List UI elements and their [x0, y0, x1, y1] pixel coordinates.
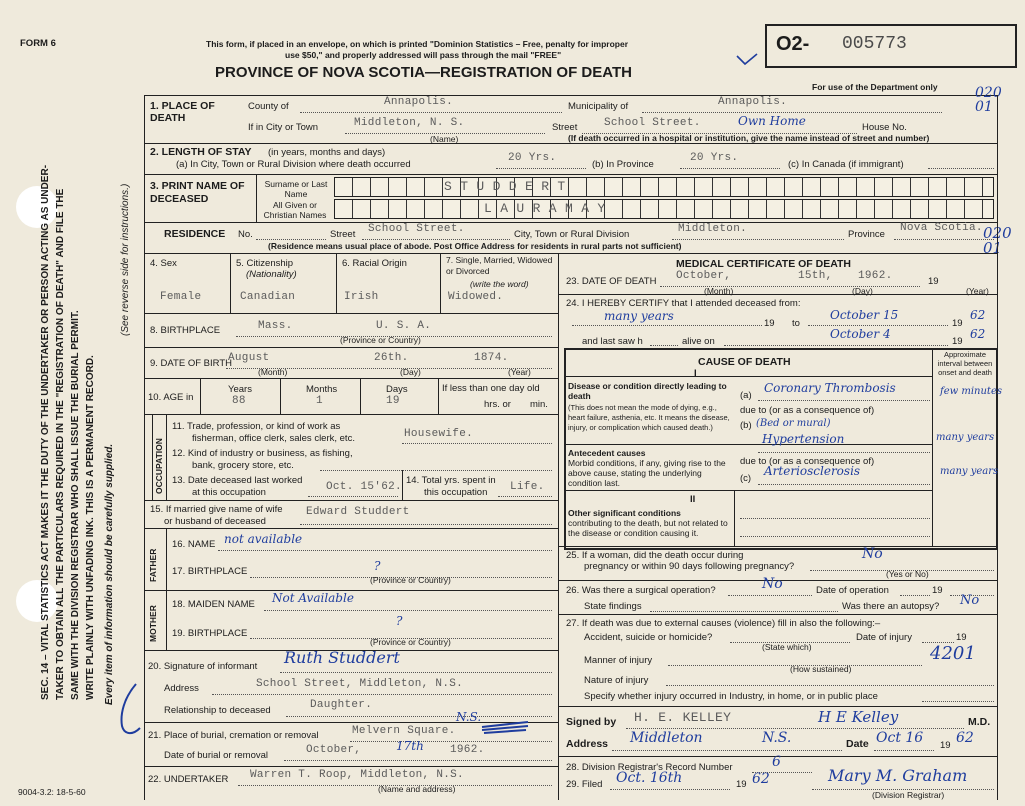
mother-birthplace-value: ? [396, 614, 403, 628]
attended-from: many years [604, 309, 674, 323]
marital-value: Widowed. [448, 291, 504, 303]
registrar-caption: (Division Registrar) [872, 790, 945, 800]
residence-street-label: Street [330, 229, 356, 240]
mail-notice-1: This form, if placed in an envelope, on which is printed "Dominion Statistics – Free, penalty for improper [206, 39, 629, 49]
sign-date: Oct 16 [876, 730, 924, 746]
age-lt-day: If less than one day old [442, 383, 540, 394]
how-sustained-caption: (How sustained) [790, 664, 852, 674]
autopsy-value: No [960, 593, 980, 608]
dob-label: 9. DATE OF BIRTH [150, 358, 232, 369]
punch-hole-top [16, 186, 58, 228]
q16-label: 16. NAME [172, 539, 216, 550]
other-label: Other significant conditions [568, 508, 681, 518]
physician-signature: H E Kelley [818, 708, 899, 726]
burial-day: 17th [396, 739, 424, 753]
mother-birthplace-caption: (Province or Country) [370, 637, 451, 647]
q12b-label: bank, grocery store, etc. [192, 460, 294, 471]
signed-label: Signed by [566, 716, 617, 728]
racial-value: Irish [344, 291, 379, 303]
marital-label: 7. Single, Married, Widowed or Divorced [446, 255, 553, 276]
dob-year-cap: (Year) [508, 367, 531, 377]
birthplace-country: U. S. A. [376, 320, 432, 332]
age-label: 10. AGE in [148, 392, 194, 403]
dept-use-note: For use of the Department only [812, 82, 938, 92]
registration-number: 005773 [842, 34, 907, 54]
accident-label: Accident, suicide or homicide? [584, 632, 713, 643]
attended-to-nineteen: 19 [952, 318, 963, 329]
other-note: contributing to the death, but not related to the disease or condition causing it. [568, 518, 728, 538]
yes-no-caption: (Yes or No) [886, 569, 929, 579]
autopsy-label: Was there an autopsy? [842, 601, 940, 612]
stay-b-value: 20 Yrs. [690, 152, 739, 164]
cod-title: CAUSE OF DEATH [698, 356, 791, 368]
cause-a-interval: few minutes [940, 386, 1002, 397]
sign-year: 62 [956, 730, 974, 746]
doctor-address-label: Address [566, 738, 609, 750]
city-value: Middleton, N. S. [354, 117, 465, 129]
attended-to-label: to [792, 318, 800, 329]
municipality-value: Annapolis. [718, 96, 788, 108]
q11-label: 11. Trade, profession, or kind of work as [172, 421, 341, 432]
q25b-label: pregnancy or within 90 days following pregnancy? [584, 561, 795, 572]
residence-street: School Street. [368, 223, 465, 235]
state-which-caption: (State which) [762, 642, 812, 652]
q17-label: 17. BIRTHPLACE [172, 566, 248, 577]
sign-date-label: Date [846, 738, 869, 750]
residence-city-label: City, Town or Rural Division [514, 229, 630, 240]
surname-boxes [334, 177, 994, 197]
q15b-label: or husband of deceased [164, 516, 266, 527]
death-year-cap: (Year) [966, 286, 989, 296]
dob-day-cap: (Day) [400, 367, 421, 377]
county-value: Annapolis. [384, 96, 454, 108]
burial-place-hand: N.S. [456, 710, 482, 724]
death-day-cap: (Day) [852, 286, 873, 296]
filed-date: Oct. 16th [616, 770, 683, 786]
given-boxes [334, 199, 994, 219]
md-label: M.D. [968, 716, 991, 728]
manner-label: Manner of injury [584, 655, 653, 666]
cause-c-value: Arteriosclerosis [764, 464, 861, 478]
spouse-value: Edward Studdert [306, 506, 410, 518]
q14b-label: this occupation [424, 487, 488, 498]
trade-value: Housewife. [404, 428, 474, 440]
death-nineteen: 19 [928, 276, 939, 287]
mother-name-value: Not Available [272, 591, 354, 605]
injury-date-nineteen: 19 [956, 632, 967, 643]
residence-note: (Residence means usual place of abode. Post Office Address for residents in rural parts not sufficient) [268, 241, 682, 251]
doctor-address: Middleton [630, 730, 703, 746]
q13-label: 13. Date deceased last worked [172, 475, 303, 486]
check-mark-icon [114, 680, 144, 740]
surgery-value: No [762, 576, 783, 592]
cause-b-print: (Bed or mural) [756, 418, 831, 429]
age-years: 88 [232, 395, 246, 407]
arrow-mark-icon [735, 50, 759, 68]
death-year: 1962. [858, 270, 893, 282]
informant-address-label: Address [164, 683, 199, 694]
burial-date-label: Date of burial or removal [164, 750, 269, 761]
last-seen-nineteen: 19 [952, 336, 963, 347]
age-months-label: Months [306, 384, 338, 395]
residence-city: Middleton. [678, 223, 748, 235]
filed-year: 62 [752, 771, 770, 787]
dept-code-3: 4201 [930, 643, 976, 664]
undertaker-caption: (Name and address) [378, 784, 456, 794]
marital-sub: (write the word) [470, 279, 529, 289]
antecedent-label: Antecedent causes [568, 448, 646, 458]
last-worked-value: Oct. 15'62. [326, 481, 402, 493]
father-birthplace-value: ? [374, 559, 381, 573]
roman-one: I [694, 368, 697, 379]
name-caption: (Name) [430, 134, 459, 144]
death-day: 15th, [798, 270, 833, 282]
dob-month: August [228, 352, 270, 364]
death-month-cap: (Month) [704, 286, 734, 296]
q28-label: 28. Division Registrar's Record Number [566, 762, 733, 773]
citizenship-value: Canadian [240, 291, 296, 303]
informant-label: 20. Signature of informant [148, 661, 258, 672]
burial-year: 1962. [450, 744, 485, 756]
interval-label: Approximate interval between onset and death [937, 350, 993, 377]
citizenship-sub: (Nationality) [246, 269, 297, 280]
father-side-label: FATHER [148, 548, 158, 582]
medical-title: MEDICAL CERTIFICATE OF DEATH [676, 258, 851, 270]
occupation-side-label: OCCUPATION [154, 438, 164, 494]
registration-prefix: O2- [776, 33, 810, 55]
hospital-note: (If death occurred in a hospital or institution, give the name instead of street and number) [568, 133, 930, 143]
q12-label: 12. Kind of industry or business, as fishing, [172, 448, 353, 459]
stay-a-value: 20 Yrs. [508, 152, 557, 164]
op-date-label: Date of operation [816, 585, 889, 596]
death-month: October, [676, 270, 732, 282]
undertaker-label: 22. UNDERTAKER [148, 774, 229, 785]
side-line2: TAKER TO OBTAIN ALL THE PARTICULARS REQUIRED IN THE "REGISTRATION OF DEATH" AND FILE THE [55, 188, 66, 700]
form-number: FORM 6 [20, 38, 56, 49]
city-label: If in City or Town [248, 122, 319, 133]
relationship-value: Daughter. [310, 699, 373, 711]
nature-label: Nature of injury [584, 675, 649, 686]
surname-label: Surname or Last Name [264, 179, 328, 199]
filed-nineteen: 19 [736, 779, 747, 790]
dob-day: 26th. [374, 352, 409, 364]
dob-year: 1874. [474, 352, 509, 364]
relationship-label: Relationship to deceased [164, 705, 271, 716]
roman-two: II [690, 494, 696, 505]
house-label: House No. [862, 122, 907, 133]
birthplace-caption: (Province or Country) [340, 335, 421, 345]
cause-a-label: (a) [740, 390, 752, 401]
q15-label: 15. If married give name of wife [150, 504, 283, 515]
immediate-note: (This does not mean the mode of dying, e.g., heart failure, asthenia, etc. It means the disease, injury, or complication which caused death.) [568, 403, 730, 432]
last-seen-date: October 4 [830, 327, 891, 341]
footer-code: 9004-3.2: 18-5-60 [18, 787, 86, 797]
birthplace-state: Mass. [258, 320, 293, 332]
age-days-label: Days [386, 384, 408, 395]
immediate-label: Disease or condition directly leading to death [568, 381, 727, 401]
stay-a-label: (a) In City, Town or Rural Division where death occurred [176, 159, 411, 170]
registrar-signature: Mary M. Graham [828, 766, 968, 785]
deceased-name-label: 3. PRINT NAME OF DECEASED [150, 180, 245, 205]
racial-label: 6. Racial Origin [342, 258, 407, 269]
last-seen-mid: alive on [682, 336, 715, 347]
dept-code-1: 020 01 [975, 85, 1002, 115]
cause-c-interval: many years [940, 466, 999, 477]
signed-print: H. E. KELLEY [634, 710, 732, 725]
cause-b-value: Hypertension [762, 432, 845, 446]
given-label: All Given or Christian Names [263, 200, 327, 220]
age-min: min. [530, 399, 548, 410]
due-to-1: due to (or as a consequence of) [740, 405, 875, 416]
side-line3: SAME WITH THE DIVISION REGISTRAR WHO SHALL ISSUE THE BURIAL PERMIT. [70, 310, 81, 700]
place-label: 1. PLACE OF DEATH [150, 100, 215, 124]
form-title: PROVINCE OF NOVA SCOTIA—REGISTRATION OF DEATH [215, 64, 632, 81]
q24-label: 24. I HEREBY CERTIFY that I attended deceased from: [566, 298, 801, 309]
given-value: L A U R A M A Y [484, 201, 606, 216]
cause-a-value: Coronary Thrombosis [764, 381, 896, 395]
op-date-nineteen: 19 [932, 585, 943, 596]
municipality-label: Municipality of [568, 101, 629, 112]
ink-scribble-icon [480, 718, 530, 736]
street-value: School Street. [604, 117, 701, 129]
q27-label: 27. If death was due to external causes (violence) fill in also the following:– [566, 618, 881, 629]
stay-b-label: (b) In Province [592, 159, 654, 170]
q14-label: 14. Total yrs. spent in [406, 475, 496, 486]
father-birthplace-caption: (Province or Country) [370, 575, 451, 585]
q13b-label: at this occupation [192, 487, 266, 498]
mail-notice-2: use $50," and properly addressed will pass through the mail "FREE" [285, 50, 562, 60]
street-handwritten: Own Home [738, 114, 806, 128]
burial-month: October, [306, 744, 362, 756]
attended-to-year: 62 [970, 308, 986, 322]
doctor-province: N.S. [762, 730, 792, 746]
mother-side-label: MOTHER [148, 605, 158, 642]
street-label: Street [552, 122, 578, 133]
attended-nineteen: 19 [764, 318, 775, 329]
pregnancy-value: No [862, 546, 883, 562]
residence-province-label: Province [848, 229, 885, 240]
side-line5: Every item of information should be carefully supplied. [104, 443, 115, 705]
stay-label: 2. LENGTH OF STAY [150, 146, 252, 158]
informant-address: School Street, Middleton, N.S. [256, 678, 464, 690]
dob-month-cap: (Month) [258, 367, 288, 377]
antecedent-note: Morbid conditions, if any, giving rise to the above cause, stating the underlying condition last. [568, 458, 726, 488]
q23-label: 23. DATE OF DEATH [566, 276, 657, 287]
age-hrs: hrs. or [484, 399, 511, 410]
q25-label: 25. If a woman, did the death occur during [566, 550, 744, 561]
q18-label: 18. MAIDEN NAME [172, 599, 255, 610]
side-line4: WRITE PLAINLY WITH UNFADING INK. THIS IS A PERMANENT RECORD. [85, 355, 96, 700]
q11b-label: fisherman, office clerk, sales clerk, etc. [192, 433, 355, 444]
father-name-value: not available [224, 532, 303, 546]
total-years-value: Life. [510, 481, 545, 493]
q19-label: 19. BIRTHPLACE [172, 628, 248, 639]
cause-b-interval: many years [936, 432, 995, 443]
side-sec14: SEC. 14 – VITAL STATISTICS ACT MAKES IT THE DUTY OF THE UNDERTAKER OR PERSON ACTING AS UNDER- [40, 164, 51, 700]
due-to-2: due to (or as a consequence of) [740, 456, 875, 467]
q26-label: 26. Was there a surgical operation? [566, 585, 716, 596]
attended-to: October 15 [830, 308, 899, 322]
age-days: 19 [386, 395, 400, 407]
q29-label: 29. Filed [566, 779, 603, 790]
county-label: County of [248, 101, 289, 112]
citizenship-label: 5. Citizenship [236, 258, 294, 269]
residence-province: Nova Scotia. [900, 222, 983, 234]
record-number: 6 [772, 754, 781, 770]
sex-value: Female [160, 291, 202, 303]
burial-label: 21. Place of burial, cremation or removal [148, 730, 319, 741]
age-months: 1 [316, 395, 323, 407]
residence-label: RESIDENCE [164, 228, 226, 240]
birthplace-label: 8. BIRTHPLACE [150, 325, 221, 336]
residence-no-label: No. [238, 229, 253, 240]
sex-label: 4. Sex [150, 258, 177, 269]
punch-hole-bottom [16, 580, 58, 622]
undertaker-value: Warren T. Roop, Middleton, N.S. [250, 769, 464, 781]
specify-label: Specify whether injury occurred in Industry, in home, or in public place [584, 691, 878, 702]
injury-date-label: Date of injury [856, 632, 912, 643]
last-seen-label: and last saw h [582, 336, 643, 347]
dept-code-2: 020 01 [983, 224, 1012, 257]
cause-b-label: (b) [740, 420, 752, 431]
surname-value: S T U D D E R T [444, 179, 566, 194]
state-findings-label: State findings [584, 601, 642, 612]
side-line6: (See reverse side for instructions.) [120, 183, 131, 336]
cause-c-label: (c) [740, 473, 752, 484]
age-years-label: Years [228, 384, 252, 395]
stay-c-label: (c) In Canada (if immigrant) [788, 159, 904, 170]
informant-signature: Ruth Studdert [284, 648, 400, 667]
burial-place: Melvern Square. [352, 725, 456, 737]
last-seen-year: 62 [970, 327, 986, 341]
sign-date-nineteen: 19 [940, 740, 951, 751]
stay-sub: (in years, months and days) [268, 147, 386, 158]
